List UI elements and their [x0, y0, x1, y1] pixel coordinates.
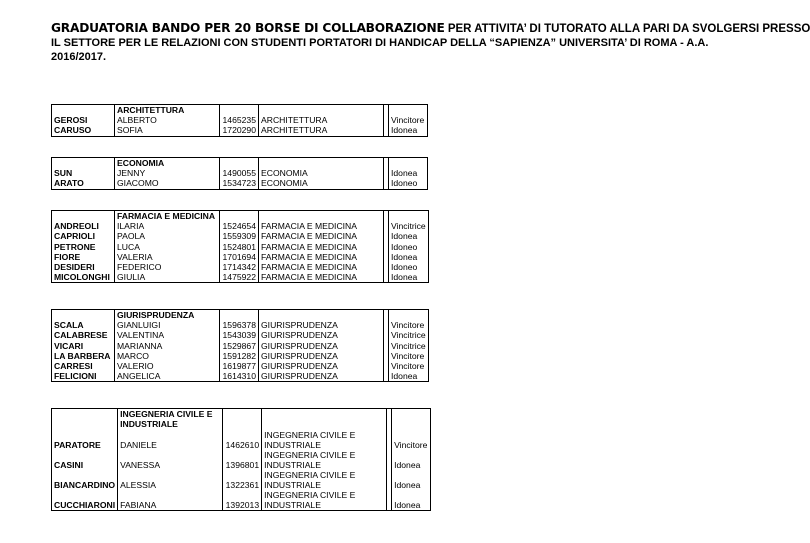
first-name: JENNY [115, 168, 220, 178]
facolta-line1: INGEGNERIA CIVILE E [264, 450, 356, 460]
facolta: ECONOMIA [259, 168, 384, 178]
esito: Vincitrice [389, 341, 429, 351]
table-row [52, 351, 429, 361]
facolta-line2: INDUSTRIALE [264, 440, 321, 450]
matricola: 1465235 [222, 115, 256, 126]
matricola: 1524654 [222, 221, 256, 232]
table-header-row [52, 105, 428, 116]
surname: CARRESI [52, 361, 115, 371]
facolta-line1: INGEGNERIA CIVILE E [264, 430, 356, 440]
first-name: GIACOMO [115, 178, 220, 189]
faculty-heading-line1: INGEGNERIA CIVILE E [120, 409, 213, 419]
facolta: GIURISPRUDENZA [259, 341, 384, 351]
faculty-heading [118, 409, 223, 431]
esito: Idoneo [389, 242, 429, 252]
matricola: 1720290 [220, 125, 259, 136]
faculty-heading: ARCHITETTURA [115, 105, 220, 116]
first-name: VALERIO [115, 361, 220, 371]
facolta [262, 450, 387, 470]
first-name: MARCO [115, 351, 220, 361]
matricola: 1614310 [220, 371, 259, 382]
surname: CASINI [52, 450, 118, 470]
esito: Vincitore [389, 115, 428, 125]
table-row [52, 178, 428, 189]
title-line-1 [51, 21, 810, 36]
facolta: FARMACIA E MEDICINA [259, 272, 384, 283]
esito: Vincitore [389, 320, 429, 330]
surname: SUN [52, 168, 115, 178]
table-giurisprudenza [51, 309, 429, 382]
first-name: VANESSA [118, 450, 223, 470]
facolta: FARMACIA E MEDICINA [259, 231, 384, 241]
title-line-2: IL SETTORE PER LE RELAZIONI CON STUDENTI PORTATORI DI HANDICAP DELLA “SAPIENZA” UNIVERSITA’ DI ROMA - A.A. [51, 37, 709, 49]
matricola: 1529867 [222, 340, 256, 351]
surname: DESIDERI [52, 262, 115, 272]
table-row [52, 115, 428, 125]
esito: Idonea [392, 470, 431, 490]
first-name: SOFIA [115, 125, 220, 136]
surname: PETRONE [52, 242, 115, 252]
surname: FELICIONI [52, 371, 115, 382]
table-row [52, 221, 429, 231]
facolta-line2: INDUSTRIALE [264, 480, 321, 490]
facolta: GIURISPRUDENZA [259, 320, 384, 330]
facolta-line2: INDUSTRIALE [264, 460, 321, 470]
esito: Vincitrice [389, 221, 429, 231]
surname: GEROSI [52, 115, 115, 125]
matricola: 1619877 [222, 361, 256, 372]
table-row [52, 242, 429, 252]
table-row [52, 430, 431, 450]
table-row [52, 450, 431, 470]
facolta: FARMACIA E MEDICINA [259, 262, 384, 272]
surname: SCALA [52, 320, 115, 330]
title-rest: PER ATTIVITA’ DI TUTORATO ALLA PARI DA SVOLGERSI PRESSO [444, 23, 810, 35]
surname: VICARI [52, 341, 115, 351]
esito: Idonea [389, 252, 429, 262]
esito: Vincitrice [389, 330, 429, 340]
first-name: GIANLUIGI [115, 320, 220, 330]
matricola: 1559309 [222, 231, 256, 242]
esito: Idoneo [389, 178, 428, 189]
facolta-line2: INDUSTRIALE [264, 500, 321, 510]
table-row [52, 341, 429, 351]
first-name: GIULIA [115, 272, 220, 283]
esito: Idonea [389, 272, 429, 283]
facolta: FARMACIA E MEDICINA [259, 242, 384, 252]
facolta [262, 470, 387, 490]
surname: CARUSO [52, 125, 115, 136]
matricola: 1524801 [222, 241, 256, 252]
facolta: FARMACIA E MEDICINA [259, 252, 384, 262]
matricola: 1714342 [222, 262, 256, 273]
facolta [262, 430, 387, 450]
table-farmacia-medicina [51, 210, 429, 283]
surname: ANDREOLI [52, 221, 115, 231]
surname: LA BARBERA [52, 351, 115, 361]
document-title [51, 21, 810, 64]
table-row [52, 262, 429, 272]
table-row [52, 252, 429, 262]
faculty-heading: FARMACIA E MEDICINA [115, 211, 220, 222]
facolta [262, 490, 387, 511]
surname: CALABRESE [52, 330, 115, 340]
facolta: FARMACIA E MEDICINA [259, 221, 384, 231]
surname: MICOLONGHI [52, 272, 115, 283]
matricola: 1543039 [222, 330, 256, 341]
surname: CAPRIOLI [52, 231, 115, 241]
esito: Idonea [389, 125, 428, 136]
facolta: GIURISPRUDENZA [259, 371, 384, 382]
first-name: ALESSIA [118, 470, 223, 490]
first-name: VALERIA [115, 252, 220, 262]
first-name: LUCA [115, 242, 220, 252]
facolta-line1: INGEGNERIA CIVILE E [264, 470, 356, 480]
table-economia [51, 157, 428, 190]
table-row [52, 125, 428, 136]
first-name: ILARIA [115, 221, 220, 231]
matricola: 1396801 [225, 460, 260, 470]
facolta: ARCHITETTURA [259, 115, 384, 125]
table-header-row [52, 158, 428, 169]
matricola: 1475922 [220, 272, 259, 283]
first-name: VALENTINA [115, 330, 220, 340]
table-architettura [51, 104, 428, 137]
table-row [52, 490, 431, 511]
table-row [52, 470, 431, 490]
esito: Idonea [392, 450, 431, 470]
table-ingegneria-civile-industriale [51, 408, 431, 511]
first-name: ALBERTO [115, 115, 220, 125]
faculty-heading-line2: INDUSTRIALE [120, 419, 178, 429]
first-name: ANGELICA [115, 371, 220, 382]
table-header-row [52, 310, 429, 321]
matricola: 1392013 [223, 490, 262, 511]
table-row [52, 361, 429, 371]
surname: PARATORE [52, 430, 118, 450]
esito: Idonea [392, 490, 431, 511]
faculty-heading: GIURISPRUDENZA [115, 310, 220, 321]
first-name: FABIANA [118, 490, 223, 511]
surname: BIANCARDINO [52, 470, 118, 490]
facolta: GIURISPRUDENZA [259, 351, 384, 361]
matricola: 1591282 [222, 350, 256, 361]
first-name: FEDERICO [115, 262, 220, 272]
table-row [52, 272, 429, 283]
matricola: 1534723 [220, 178, 259, 189]
matricola: 1462610 [225, 440, 260, 450]
surname: CUCCHIARONI [52, 490, 118, 511]
esito: Idonea [389, 231, 429, 241]
table-header-row [52, 211, 429, 222]
esito: Idonea [389, 168, 428, 178]
surname: ARATO [52, 178, 115, 189]
facolta: GIURISPRUDENZA [259, 330, 384, 340]
esito: Idonea [389, 371, 429, 382]
first-name: MARIANNA [115, 341, 220, 351]
first-name: PAOLA [115, 231, 220, 241]
table-row [52, 168, 428, 178]
esito: Idoneo [389, 262, 429, 272]
esito: Vincitore [389, 361, 429, 371]
esito: Vincitore [389, 351, 429, 361]
matricola: 1490055 [222, 168, 256, 179]
matricola: 1322361 [225, 480, 260, 490]
facolta-line1: INGEGNERIA CIVILE E [264, 490, 356, 500]
surname: FIORE [52, 252, 115, 262]
facolta: GIURISPRUDENZA [259, 361, 384, 371]
faculty-heading: ECONOMIA [115, 158, 220, 169]
table-row [52, 371, 429, 382]
esito: Vincitore [392, 430, 431, 450]
first-name: DANIELE [118, 430, 223, 450]
table-header-row [52, 409, 431, 431]
matricola: 1701694 [222, 251, 256, 262]
facolta: ARCHITETTURA [259, 125, 384, 136]
table-row [52, 320, 429, 330]
title-bold: GRADUATORIA BANDO PER 20 BORSE DI COLLABORAZIONE [51, 21, 445, 35]
facolta: ECONOMIA [259, 178, 384, 189]
table-row [52, 231, 429, 241]
table-row [52, 330, 429, 340]
matricola: 1596378 [222, 320, 256, 331]
title-line-3: 2016/2017. [51, 51, 107, 63]
